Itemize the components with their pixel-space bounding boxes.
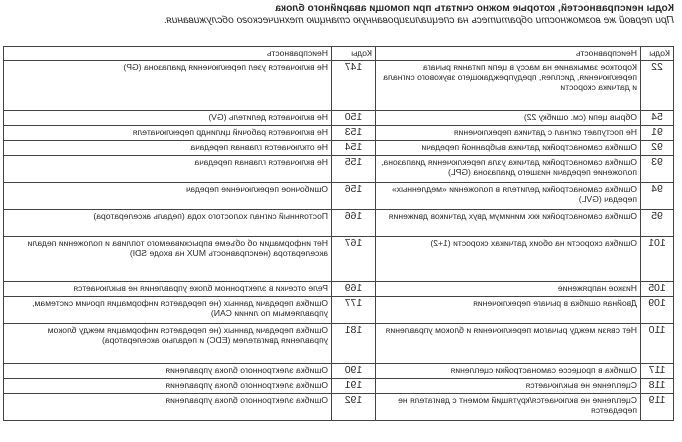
cell-code-right: 169 (332, 282, 376, 297)
cell-code-left: 93 (641, 156, 674, 183)
table-row (4, 111, 674, 126)
table-row (4, 394, 674, 421)
cell-code-left: 105 (641, 282, 674, 297)
table-row (4, 183, 674, 210)
table-row (4, 61, 674, 111)
cell-fault-left: Короткое замыкание на массу в цепи питания рычага переключения, дисплея, предупреждающего звукового сигнала и датчика скорости (376, 61, 641, 111)
header-fault-left: Неисправность (376, 47, 641, 61)
cell-fault-right: Постоянный сигнал холостого хода (педаль акселератора) (4, 210, 332, 237)
cell-fault-left: Ошибка самонастройки делителя в положении «медленных» передач (GVL) (376, 183, 641, 210)
heading-title: Коды неисправностей, которые можно считать при помощи аварийного блока (275, 3, 674, 14)
cell-code-left: 110 (641, 324, 674, 364)
cell-code-left: 118 (641, 379, 674, 394)
cell-code-left: 119 (641, 394, 674, 421)
fault-codes-table (3, 46, 674, 421)
cell-fault-right: Не отключается главная передача (4, 141, 332, 156)
table-row (4, 237, 674, 282)
cell-fault-left: Ошибка самонастройки ккх минимум двух датчиков движения (376, 210, 641, 237)
cell-code-right: 181 (332, 324, 376, 364)
cell-code-left: 95 (641, 210, 674, 237)
cell-code-left: 101 (641, 237, 674, 282)
cell-code-left: 92 (641, 141, 674, 156)
cell-code-right: 153 (332, 126, 376, 141)
cell-code-right: 177 (332, 297, 376, 324)
cell-code-left: 22 (641, 61, 674, 111)
cell-fault-right: Не включается делитель (GV) (4, 111, 332, 126)
cell-fault-right: Не включается главная передача (4, 156, 332, 183)
cell-code-right: 156 (332, 183, 376, 210)
cell-code-right: 166 (332, 210, 376, 237)
table-row (4, 282, 674, 297)
cell-fault-left: Сцепление не выключается (376, 379, 641, 394)
cell-code-right: 147 (332, 61, 376, 111)
cell-fault-left: Ошибка в процессе самонастройки сцепления (376, 364, 641, 379)
cell-code-right: 155 (332, 156, 376, 183)
table-row (4, 156, 674, 183)
cell-fault-right: Нет информации об объеме впрыскиваемого топлива и положении педали акселератора (неисправность MUX на входе SDI) (4, 237, 332, 282)
cell-fault-left: Ошибка скорости на обоих датчиках скорости (1+2) (376, 237, 641, 282)
cell-code-left: 117 (641, 364, 674, 379)
cell-fault-right: Не включается рабочий цилиндр переключателя (4, 126, 332, 141)
table-row (4, 379, 674, 394)
page-heading (4, 3, 674, 27)
table-row (4, 126, 674, 141)
heading-note: При первой же возможности обратитесь на специализированную станцию технического обслуживания. (163, 15, 674, 26)
cell-fault-right: Ошибка электронного блока управления (4, 379, 332, 394)
cell-fault-left: Низкое напряжение (376, 282, 641, 297)
table-header-row (4, 47, 674, 61)
cell-fault-right: Ошибка передачи данных (не передается информация между блоком управления двигателем (EDC) и педалью акселератора) (4, 324, 332, 364)
cell-fault-left: Двойная ошибка в рычаге переключения (376, 297, 641, 324)
cell-fault-right: Ошибка электронного блока управления (4, 394, 332, 421)
cell-fault-left: Ошибка самонастройки датчика выбранной передачи (376, 141, 641, 156)
cell-code-right: 191 (332, 379, 376, 394)
cell-fault-left: Сцепление не включается/крутящий момент с двигателя не передается (376, 394, 641, 421)
cell-fault-right: Ошибка передачи данных (не передается информация прочим системам, управляемым по линии CAN) (4, 297, 332, 324)
cell-fault-left: Обрыв цепи (см. ошибку 22) (376, 111, 641, 126)
cell-code-left: 94 (641, 183, 674, 210)
cell-code-right: 190 (332, 364, 376, 379)
header-fault-right: Неисправность (4, 47, 332, 61)
cell-fault-right: Реле отсечки в электронном блоке управления не выключается (4, 282, 332, 297)
table-row (4, 364, 674, 379)
cell-code-right: 154 (332, 141, 376, 156)
cell-fault-left: Не поступает сигнал с датчика переключения (376, 126, 641, 141)
table-row (4, 324, 674, 364)
cell-code-right: 192 (332, 394, 376, 421)
cell-code-right: 150 (332, 111, 376, 126)
header-code-right: Коды (332, 47, 376, 61)
cell-code-left: 91 (641, 126, 674, 141)
table-row (4, 210, 674, 237)
cell-fault-right: Ошибочное переключение передач (4, 183, 332, 210)
cell-code-right: 167 (332, 237, 376, 282)
cell-fault-left: Нет связи между рычагом переключения и блоком управления (376, 324, 641, 364)
cell-code-left: 109 (641, 297, 674, 324)
header-code-left: Коды (641, 47, 674, 61)
table-row (4, 297, 674, 324)
cell-fault-left: Ошибка самонастройки датчика узла переключения диапазона, положение передачи низшего диапазона (GPL) (376, 156, 641, 183)
cell-fault-right: Не включается узел переключения диапазона (GP) (4, 61, 332, 111)
cell-code-left: 54 (641, 111, 674, 126)
cell-fault-right: Ошибка электронного блока управления (4, 364, 332, 379)
table-row (4, 141, 674, 156)
